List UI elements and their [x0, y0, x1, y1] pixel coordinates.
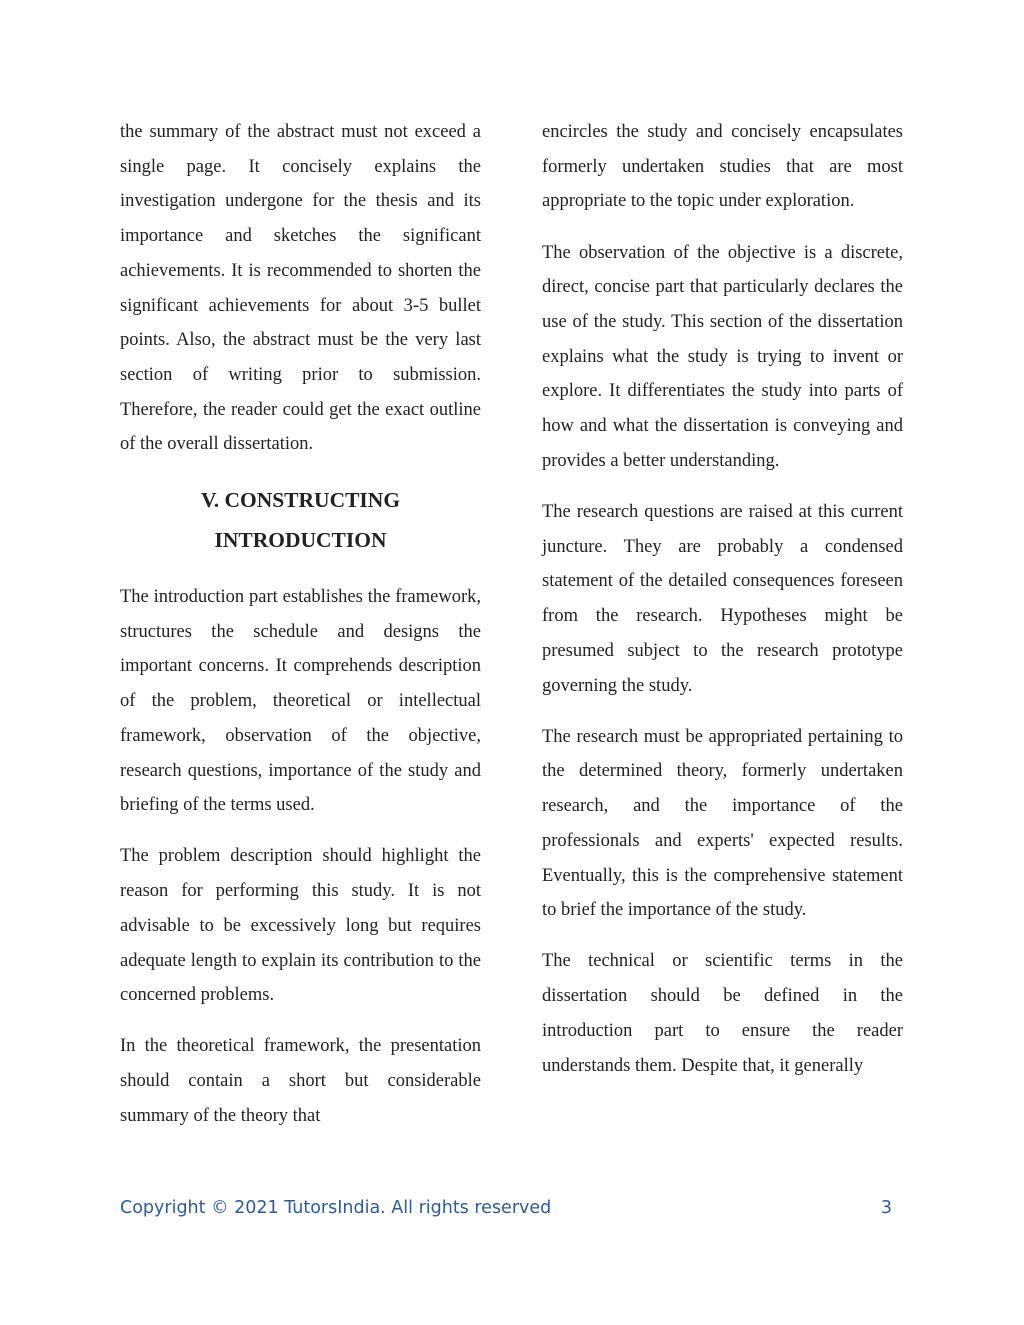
- introduction-paragraph: The introduction part establishes the framework, structures the schedule and designs the important concerns. It comprehends description of the problem, theoretical or intellectual framework, observation of the objective, research questions, importance of the study and briefing of the terms used.: [120, 587, 481, 816]
- copyright-notice: Copyright © 2021 TutorsIndia. All rights reserved: [120, 1198, 552, 1218]
- terms-definition-paragraph: The technical or scientific terms in the dissertation should be defined in the introduction part to ensure the reader understands them. Despite that, it generally: [542, 951, 903, 1076]
- section-heading: [120, 480, 481, 560]
- page-footer: [120, 1194, 892, 1222]
- theoretical-framework-paragraph: In the theoretical framework, the presentation should contain a short but considerable summary of the theory that: [120, 1036, 481, 1126]
- section-heading-line-2: INTRODUCTION: [214, 528, 387, 553]
- objective-paragraph: The observation of the objective is a discrete, direct, concise part that particularly declares the use of the study. This section of the dissertation explains what the study is trying to invent or explore. It differentiates the study into parts of how and what the dissertation is conveying and provides a better understanding.: [542, 242, 903, 471]
- continuation-paragraph: encircles the study and concisely encapsulates formerly undertaken studies that are most appropriate to the topic under exploration.: [542, 122, 903, 212]
- page-number: 3: [880, 1198, 892, 1218]
- left-column: [120, 115, 481, 1150]
- abstract-summary-paragraph: the summary of the abstract must not exceed a single page. It concisely explains the investigation undergone for the thesis and its importance and sketches the significant achievements. It is recommended to shorten the significant achievements for about 3-5 bullet points. Also, the abstract must be the very last section of writing prior to submission. Therefore, the reader could get the exact outline of the overall dissertation.: [120, 122, 481, 455]
- right-column: [542, 115, 903, 1100]
- research-questions-paragraph: The research questions are raised at this current juncture. They are probably a condensed statement of the detailed consequences foreseen from the research. Hypotheses might be presumed subject to the research prototype governing the study.: [542, 502, 903, 696]
- research-importance-paragraph: The research must be appropriated pertaining to the determined theory, formerly undertaken research, and the importance of the professionals and experts' expected results. Eventually, this is the comprehensive statement to brief the importance of the study.: [542, 726, 903, 921]
- section-heading-line-1: V. CONSTRUCTING: [200, 488, 401, 513]
- problem-description-paragraph: The problem description should highlight the reason for performing this study. It is not advisable to be excessively long but requires adequate length to explain its contribution to the concerned problems.: [120, 846, 481, 1006]
